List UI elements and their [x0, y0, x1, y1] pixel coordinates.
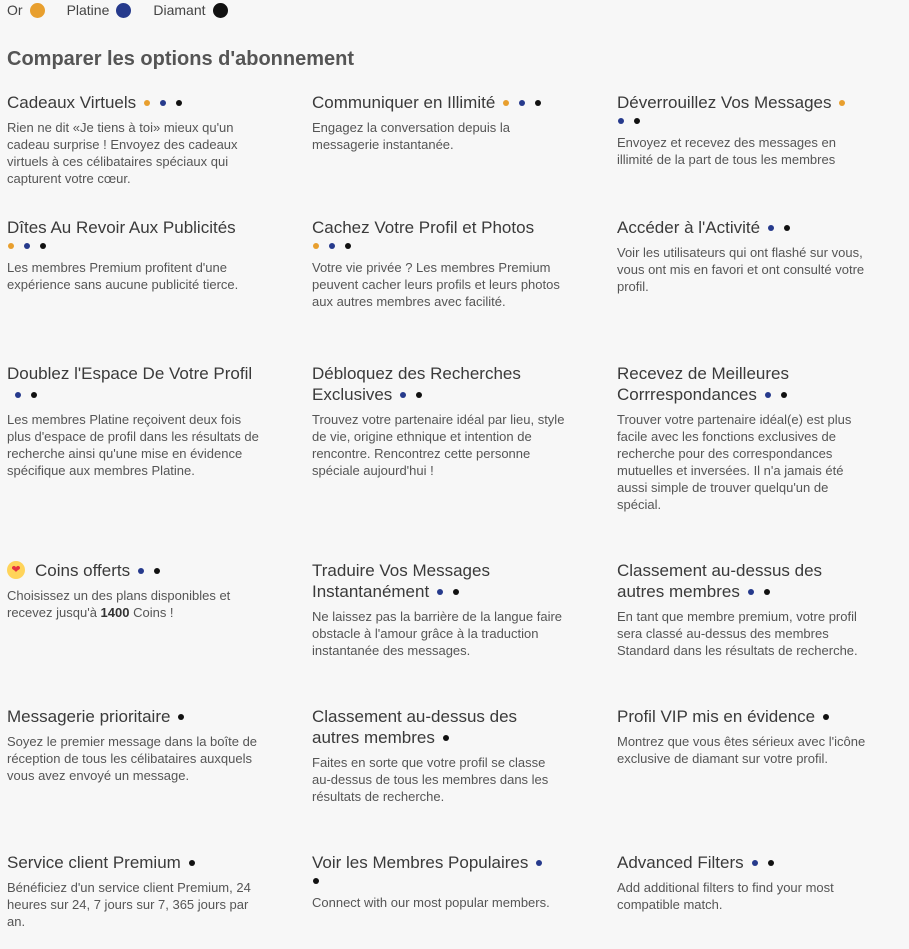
tier-dot-icon: [30, 3, 45, 18]
feature-title: [617, 852, 872, 873]
legend-item-or: [7, 2, 45, 18]
feature-card: [617, 363, 872, 513]
feature-description: Envoyez et recevez des messages en illimité de la part de tous les membres: [617, 135, 836, 167]
feature-description: Trouvez votre partenaire idéal par lieu, style de vie, origine ethnique et intention de rencontre. Rencontrez cette personne spéciale aujourd'hui !: [312, 412, 565, 478]
legend-label: Diamant: [153, 2, 206, 18]
feature-title-text: Accéder à l'Activité: [617, 218, 761, 237]
description-text: Coins !: [129, 605, 174, 620]
features-row: [7, 217, 872, 310]
tier-or-dot-icon: [313, 243, 319, 249]
coin-heart-icon: ❤: [7, 561, 25, 579]
tier-diamant-dot-icon: [416, 392, 422, 398]
tier-platine-dot-icon: [752, 860, 758, 866]
feature-description: Trouver votre partenaire idéal(e) est plus facile avec les fonctions exclusives de recherche pour des correspondances mutuelles et inversées. Il n'a jamais été aussi simple de trouver quelqu'un de spécial.: [617, 412, 852, 512]
feature-description: Bénéficiez d'un service client Premium, 24 heures sur 24, 7 jours sur 7, 365 jours par an.: [7, 880, 251, 929]
tier-platine-dot-icon: [618, 118, 624, 124]
tier-platine-dot-icon: [536, 860, 542, 866]
feature-card: [312, 706, 567, 805]
tier-or-dot-icon: [8, 243, 14, 249]
feature-title: [7, 706, 262, 727]
feature-card: [312, 92, 567, 187]
feature-title-text: Advanced Filters: [617, 853, 744, 872]
tier-diamant-dot-icon: [453, 589, 459, 595]
feature-description: Faites en sorte que votre profil se classe au-dessus de tous les membres dans les résultats de recherche.: [312, 755, 549, 804]
feature-description: Montrez que vous êtes sérieux avec l'icône exclusive de diamant sur votre profil.: [617, 734, 866, 766]
feature-title: [617, 217, 872, 238]
tier-dots: [312, 876, 567, 888]
tier-platine-dot-icon: [768, 225, 774, 231]
tier-diamant-dot-icon: [189, 860, 195, 866]
feature-description: [7, 587, 262, 621]
feature-description: Les membres Platine reçoivent deux fois plus d'espace de profil dans les résultats de recherche ainsi qu'une mise en évidence spécifique aux membres Platine.: [7, 412, 259, 478]
legend-item-platine: [67, 2, 132, 18]
feature-title-text: Débloquez des Recherches Exclusives: [312, 364, 521, 404]
feature-title: [617, 92, 872, 113]
feature-description: Ne laissez pas la barrière de la langue faire obstacle à l'amour grâce à la traduction instantanée des messages.: [312, 609, 563, 658]
feature-card: [312, 560, 567, 659]
tier-platine-dot-icon: [15, 392, 21, 398]
feature-title-text: Classement au-dessus des autres membres: [617, 561, 823, 601]
feature-card: [7, 706, 262, 805]
tier-diamant-dot-icon: [443, 735, 449, 741]
legend-label: Or: [7, 2, 23, 18]
feature-title-text: Communiquer en Illimité: [312, 93, 496, 112]
feature-title-text: Classement au-dessus des autres membres: [312, 707, 518, 747]
feature-title-text: Cadeaux Virtuels: [7, 93, 137, 112]
feature-card: [617, 217, 872, 310]
legend-item-diamant: [153, 2, 227, 18]
page-title: Comparer les options d'abonnement: [7, 48, 355, 70]
feature-title-text: Service client Premium: [7, 853, 181, 872]
feature-title-text: Messagerie prioritaire: [7, 707, 171, 726]
feature-card: [7, 363, 262, 513]
features-row: [7, 852, 872, 930]
feature-title: [312, 217, 567, 238]
feature-title: [617, 706, 872, 727]
description-text: Choisissez un des plans disponibles et recevez jusqu'à: [7, 588, 231, 620]
feature-card: [7, 217, 262, 310]
tier-diamant-dot-icon: [768, 860, 774, 866]
tier-diamant-dot-icon: [31, 392, 37, 398]
tier-diamant-dot-icon: [313, 878, 319, 884]
tier-diamant-dot-icon: [178, 714, 184, 720]
feature-card: [7, 92, 262, 187]
tier-diamant-dot-icon: [784, 225, 790, 231]
feature-title-text: Profil VIP mis en évidence: [617, 707, 816, 726]
feature-card: [617, 706, 872, 805]
feature-title: [7, 560, 262, 581]
features-row: [7, 92, 872, 187]
tier-platine-dot-icon: [329, 243, 335, 249]
tier-diamant-dot-icon: [535, 100, 541, 106]
feature-title: [7, 92, 262, 113]
legend-label: Platine: [66, 2, 110, 18]
feature-title: [312, 706, 567, 748]
features-row: [7, 706, 872, 805]
feature-title: [617, 363, 872, 405]
tier-or-dot-icon: [144, 100, 150, 106]
tier-platine-dot-icon: [138, 568, 144, 574]
tier-diamant-dot-icon: [823, 714, 829, 720]
feature-title: [312, 560, 567, 602]
tier-diamant-dot-icon: [634, 118, 640, 124]
tier-diamant-dot-icon: [345, 243, 351, 249]
tier-or-dot-icon: [839, 100, 845, 106]
feature-title-text: Voir les Membres Populaires: [312, 853, 529, 872]
features-row: [7, 560, 872, 659]
tier-diamant-dot-icon: [176, 100, 182, 106]
feature-description: Voir les utilisateurs qui ont flashé sur vous, vous ont mis en favori et ont consulté votre profil.: [617, 245, 865, 294]
feature-title-text: Déverrouillez Vos Messages: [617, 93, 832, 112]
tier-platine-dot-icon: [24, 243, 30, 249]
feature-description: Connect with our most popular members.: [312, 895, 550, 910]
feature-card: [617, 560, 872, 659]
feature-title: [617, 560, 872, 602]
coin-amount: 1400: [100, 605, 130, 620]
feature-title-text: Recevez de Meilleures Corrrespondances: [617, 364, 789, 404]
feature-card: [7, 560, 262, 659]
tier-platine-dot-icon: [160, 100, 166, 106]
tier-diamant-dot-icon: [40, 243, 46, 249]
feature-title: [7, 217, 262, 238]
feature-title-text: Dîtes Au Revoir Aux Publicités: [7, 218, 236, 237]
feature-description: Engagez la conversation depuis la messagerie instantanée.: [312, 120, 511, 152]
feature-description: Rien ne dit «Je tiens à toi» mieux qu'un cadeau surprise ! Envoyez des cadeaux virtuels à ces célibataires spéciaux qui capturent votre cœur.: [7, 120, 238, 186]
feature-title-text: Cachez Votre Profil et Photos: [312, 218, 535, 237]
feature-card: [312, 217, 567, 310]
tier-dots: [312, 241, 567, 253]
feature-title: [312, 363, 567, 405]
feature-title: [7, 363, 262, 405]
feature-description: En tant que membre premium, votre profil sera classé au-dessus des membres Standard dans les résultats de recherche.: [617, 609, 858, 658]
features-row: [7, 363, 872, 513]
tier-diamant-dot-icon: [764, 589, 770, 595]
feature-description: Votre vie privée ? Les membres Premium peuvent cacher leurs profils et leurs photos aux autres membres avec facilité.: [312, 260, 560, 309]
feature-title-text: Doublez l'Espace De Votre Profil: [7, 364, 253, 383]
tier-platine-dot-icon: [437, 589, 443, 595]
feature-title-text: Traduire Vos Messages Instantanément: [312, 561, 490, 601]
tier-platine-dot-icon: [748, 589, 754, 595]
tier-dot-icon: [213, 3, 228, 18]
tier-dots: [7, 241, 262, 253]
tier-platine-dot-icon: [519, 100, 525, 106]
tier-diamant-dot-icon: [781, 392, 787, 398]
feature-description: Add additional filters to find your most compatible match.: [617, 880, 834, 912]
tier-dot-icon: [116, 3, 131, 18]
feature-card: [617, 852, 872, 930]
tier-or-dot-icon: [503, 100, 509, 106]
tier-platine-dot-icon: [400, 392, 406, 398]
tier-dots: [617, 116, 872, 128]
feature-title: [312, 852, 567, 873]
feature-description: Soyez le premier message dans la boîte de réception de tous les célibataires auxquels vous avez envoyé un message.: [7, 734, 258, 783]
feature-title: [7, 852, 262, 873]
tier-legend: [7, 2, 250, 18]
feature-title: [312, 92, 567, 113]
tier-diamant-dot-icon: [154, 568, 160, 574]
feature-card: [312, 852, 567, 930]
feature-card: [7, 852, 262, 930]
feature-card: [617, 92, 872, 187]
feature-card: [312, 363, 567, 513]
feature-title-text: Coins offerts: [35, 561, 131, 580]
feature-description: Les membres Premium profitent d'une expérience sans aucune publicité tierce.: [7, 260, 239, 292]
tier-platine-dot-icon: [765, 392, 771, 398]
